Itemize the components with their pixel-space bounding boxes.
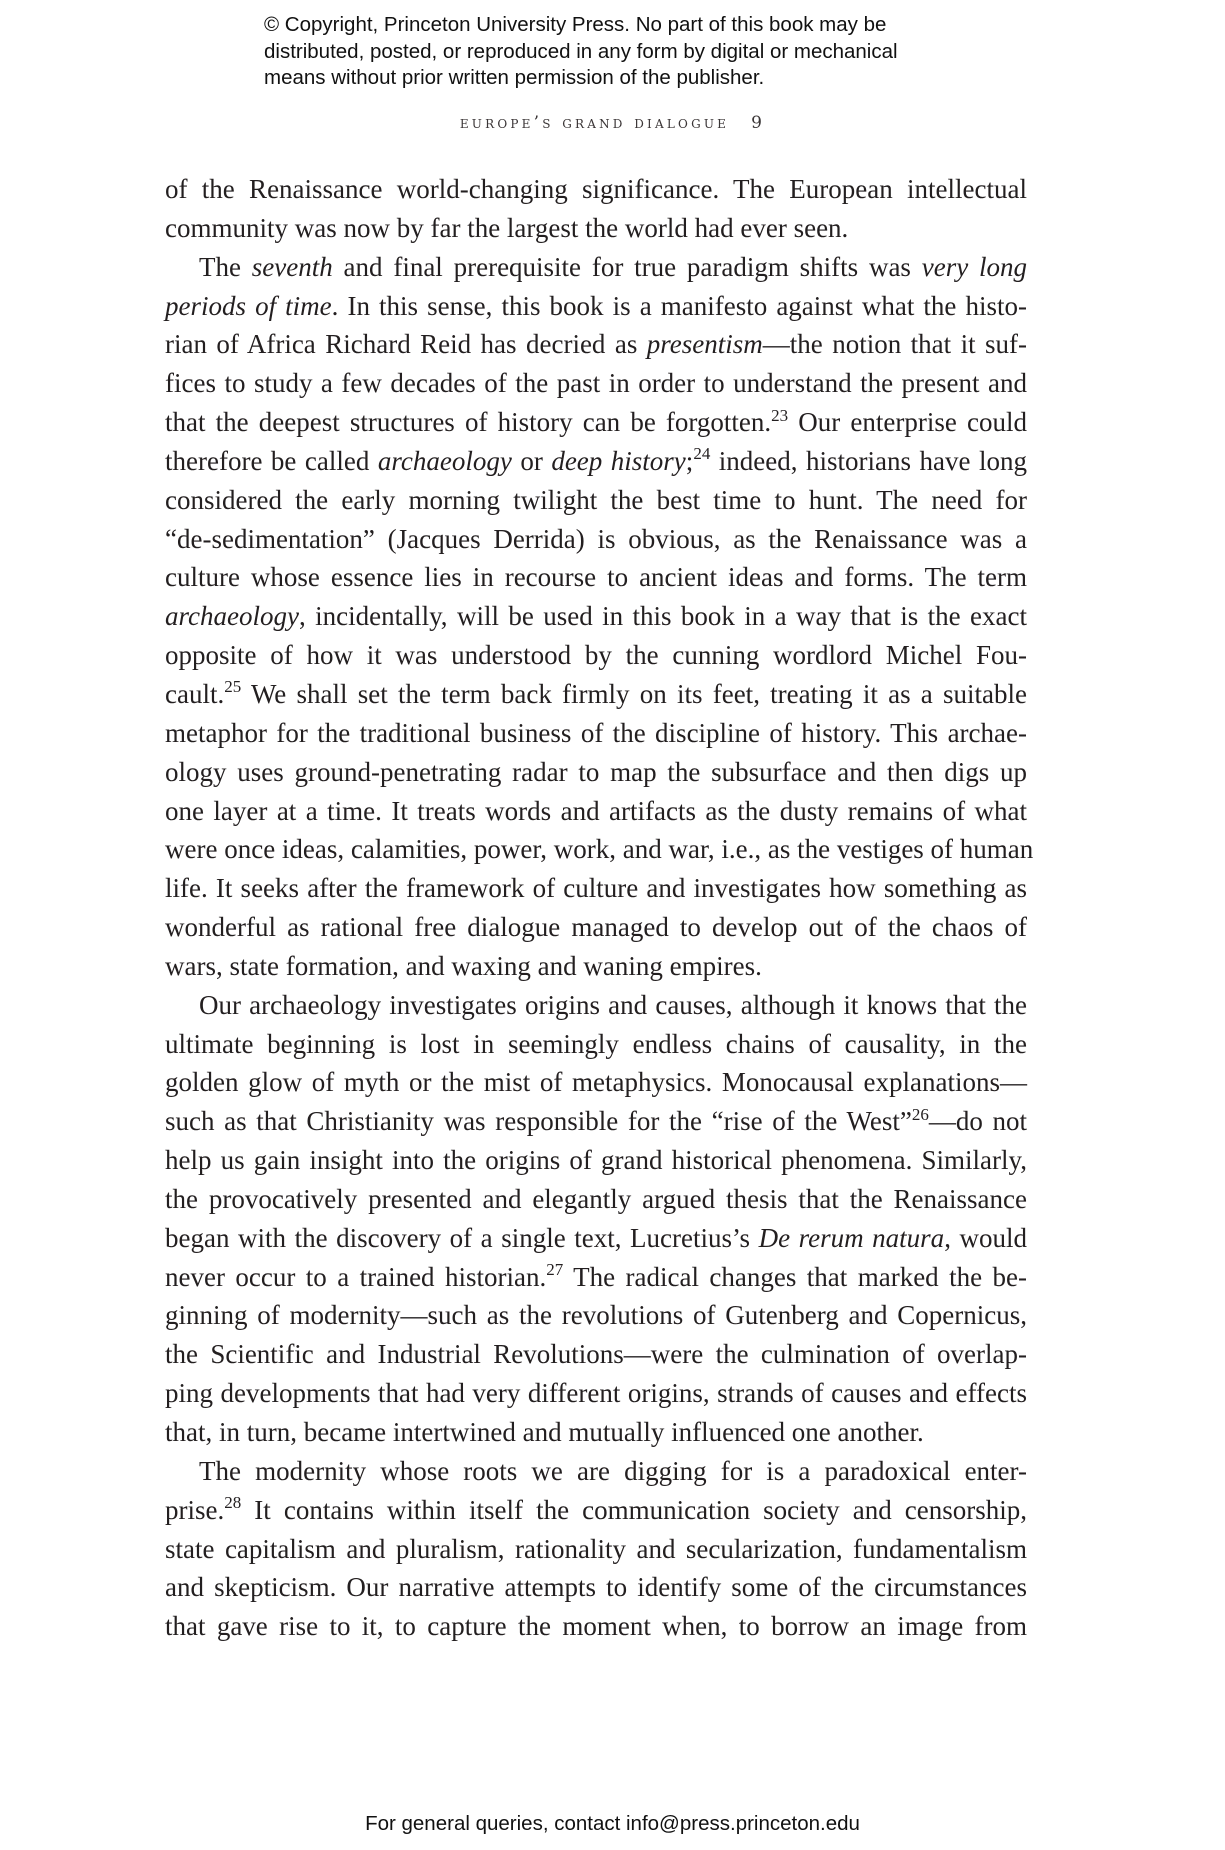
copyright-line: distributed, posted, or reproduced in any form by digital or mechanical xyxy=(264,39,898,63)
text-line: never occur to a trained historian.$^{27}$ The radical changes that marked the be- xyxy=(165,1260,1027,1292)
text-line: therefore be called archaeology or deep history;$^{24}$ indeed, historians have long xyxy=(165,444,1027,476)
text-line: culture whose essence lies in recourse to ancient ideas and forms. The term xyxy=(165,562,1027,593)
text-line: of the Renaissance world-changing significance. The European intellectual xyxy=(165,174,1027,204)
text-line: help us gain insight into the origins of grand historical phenomena. Similarly, xyxy=(165,1145,1027,1176)
text-line: fices to study a few decades of the past in order to understand the present and xyxy=(165,368,1027,399)
text-line: that gave rise to it, to capture the moment when, to borrow an image from xyxy=(165,1611,1027,1642)
text-line: The modernity whose roots we are digging for is a paradoxical enter- xyxy=(199,1455,1027,1486)
text-line: began with the discovery of a single text, Lucretius’s De rerum natura, would xyxy=(165,1222,1027,1253)
text-line: Our archaeology investigates origins and causes, although it knows that the xyxy=(199,989,1027,1020)
text-line: that, in turn, became intertwined and mutually influenced one another. xyxy=(165,1417,924,1447)
copyright-line: means without prior written permission of the publisher. xyxy=(264,66,765,89)
text-line: golden glow of myth or the mist of metaphysics. Monocausal explanations— xyxy=(165,1067,1027,1098)
footnote-ref[interactable]: 27 xyxy=(546,1260,564,1280)
text-line: the provocatively presented and elegantly argued thesis that the Renaissance xyxy=(165,1183,1027,1214)
text-line: such as that Christianity was responsible for the “rise of the West”$^{26}$—do not xyxy=(165,1104,1027,1137)
text-line: the Scientific and Industrial Revolutions—were the culmination of overlap- xyxy=(165,1339,1027,1370)
text-line: that the deepest structures of history can be forgotten.$^{23}$ Our enterprise could xyxy=(165,405,1028,438)
text-line: ology uses ground-penetrating radar to map the subsurface and then digs up xyxy=(165,756,1027,787)
copyright-notice xyxy=(264,12,1024,92)
footnote-ref[interactable]: 23 xyxy=(771,405,789,425)
text-line: and skepticism. Our narrative attempts to identify some of the circumstances xyxy=(165,1572,1027,1603)
running-head-title: europe’s grand dialogue xyxy=(459,113,730,133)
text-line: opposite of how it was understood by the cunning wordlord Michel Fou- xyxy=(165,640,1027,671)
footnote-ref[interactable]: 24 xyxy=(693,444,711,464)
body-text xyxy=(165,170,1034,1646)
text-line: archaeology, incidentally, will be used in this book in a way that is the exact xyxy=(165,601,1027,632)
text-line: state capitalism and pluralism, rationality and secularization, fundamentalism xyxy=(165,1533,1027,1564)
text-line: The seventh and final prerequisite for true paradigm shifts was very long xyxy=(199,251,1028,282)
text-line: ginning of modernity—such as the revolutions of Gutenberg and Copernicus, xyxy=(165,1300,1027,1331)
text-line: wonderful as rational free dialogue managed to develop out of the chaos of xyxy=(165,912,1027,943)
text-line: wars, state formation, and waxing and waning empires. xyxy=(165,950,762,981)
text-line: periods of time. In this sense, this book is a manifesto against what the histo- xyxy=(165,290,1027,321)
page-number: 9 xyxy=(751,113,766,133)
footer-contact: For general queries, contact info@press.princeton.edu xyxy=(365,1812,860,1835)
text-line: metaphor for the traditional business of the discipline of history. This archae- xyxy=(165,717,1027,748)
text-line: were once ideas, calamities, power, work, and war, i.e., as the vestiges of human xyxy=(165,834,1034,865)
running-head xyxy=(0,113,1225,133)
footnote-ref[interactable]: 28 xyxy=(224,1493,242,1513)
text-line: community was now by far the largest the world had ever seen. xyxy=(165,212,849,243)
text-line: rian of Africa Richard Reid has decried as presentism—the notion that it suf- xyxy=(165,329,1027,360)
text-line: life. It seeks after the framework of culture and investigates how something as xyxy=(165,873,1027,904)
text-line: “de-sedimentation” (Jacques Derrida) is obvious, as the Renaissance was a xyxy=(165,523,1027,554)
footnote-ref[interactable]: 25 xyxy=(224,677,242,697)
text-line: one layer at a time. It treats words and artifacts as the dusty remains of what xyxy=(165,795,1027,826)
text-line: considered the early morning twilight the best time to hunt. The need for xyxy=(165,484,1027,515)
copyright-line: © Copyright, Princeton University Press. No part of this book may be xyxy=(264,13,887,36)
footnote-ref[interactable]: 26 xyxy=(911,1104,929,1124)
text-line: cault.$^{25}$ We shall set the term back firmly on its feet, treating it as a suitable xyxy=(165,677,1027,709)
text-line: ping developments that had very different origins, strands of causes and effects xyxy=(165,1378,1027,1409)
text-line: ultimate beginning is lost in seemingly endless chains of causality, in the xyxy=(165,1028,1027,1059)
text-line: prise.$^{28}$ It contains within itself the communication society and censorship, xyxy=(165,1493,1027,1525)
